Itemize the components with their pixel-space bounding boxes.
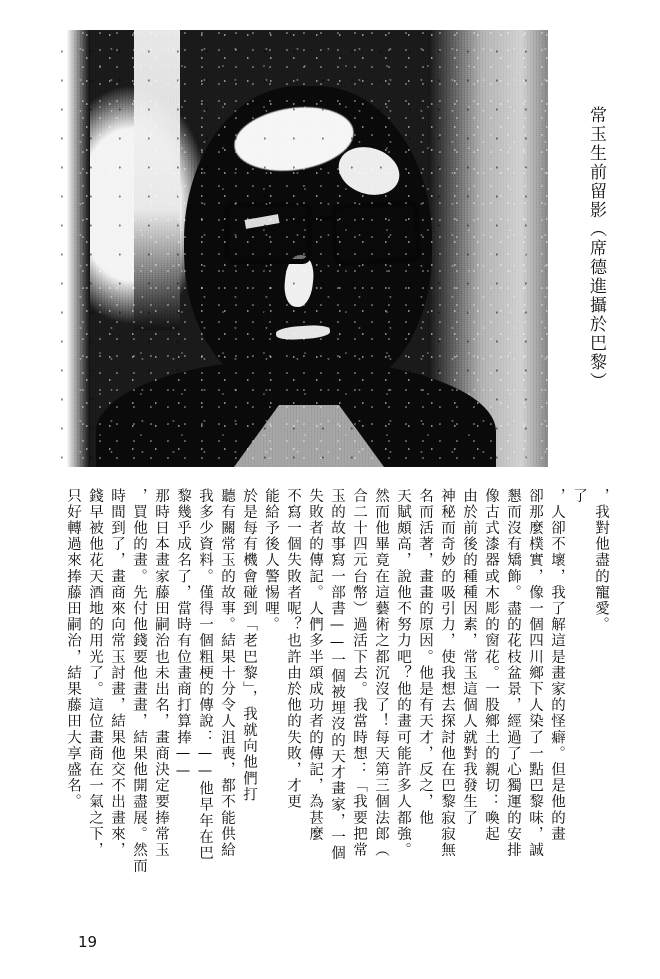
text-column: 了 — [571, 488, 587, 505]
text-column: 不寫一個失敗者呢？也許由於他的失敗，才更 — [285, 488, 301, 810]
text-column: 然而他畢竟在這藝術之都沉沒了！每天第三個法郎（ — [373, 488, 389, 859]
text-column: ，我對他盡的寵愛。 — [593, 488, 609, 633]
text-column: 玉的故事寫一部書——一個被埋沒的天才畫家，一個 — [329, 488, 345, 862]
text-column: 懇而沒有矯飾。盡的花枝盆景，經過了心獨運的安排 — [505, 488, 521, 859]
text-column: 能給予後人警惕哩。 — [263, 488, 279, 633]
photo-caption: 常玉生前留影（席德進攝於巴黎） — [586, 106, 606, 391]
text-column: 由於前後的種種因素，常玉這個人就對我發生了 — [461, 488, 477, 827]
text-column: 像古式漆器或木彫的窗花。一股鄉土的親切：喚起 — [483, 488, 499, 843]
text-column: 時間到了，畫商來向常玉討畫，結果他交不出畫來， — [109, 488, 125, 859]
text-column: 只好轉過來捧藤田嗣治，結果藤田大享盛名。 — [65, 488, 81, 810]
portrait-photograph — [38, 30, 548, 467]
photo-speckle-texture — [38, 30, 548, 467]
text-column: 合二十四元台幣）過活下去。我當時想：「我要把常 — [351, 488, 367, 859]
text-column: 聽有關常玉的故事。結果十分令人沮喪，都不能供給 — [219, 488, 235, 859]
text-column: 失敗者的傳記。人們多半頌成功者的傳記，為甚麼 — [307, 488, 323, 843]
text-column: 黎幾乎成名了，當時有位畫商打算捧—— — [175, 488, 191, 781]
text-column: 那時日本畫家藤田嗣治也未出名，畫商決定要捧常玉 — [153, 488, 169, 859]
text-column: ，人卻不壞，我了解這是畫家的怪癖。但是他的畫 — [549, 488, 565, 843]
text-column: ，買他的畫。先付他錢要他畫畫，結果他開盡展。然而 — [131, 488, 147, 875]
page-number: 19 — [78, 933, 98, 951]
text-column: 錢早被他花天酒地的用光了。這位畫商在一氣之下， — [87, 488, 103, 859]
text-column: 天賦頗高，說他不努力吧？他的畫可能許多人都強。 — [395, 488, 411, 859]
photo-block — [38, 30, 610, 470]
article-body — [46, 488, 612, 910]
text-column: 名而活著，畫畫的原因。他是有天才，反之，他 — [417, 488, 433, 827]
text-column: 卻那麼樸實，像一個四川鄉下人染了一點巴黎味，誠 — [527, 488, 543, 859]
text-column: 神秘而奇妙的吸引力，使我想去探討他在巴黎寂寂無 — [439, 488, 455, 859]
text-column: 於是每有機會碰到「老巴黎」，我就向他們打 — [241, 488, 257, 803]
text-column: 我多少資料。僅得一個粗梗的傳說：——他早年在巴 — [197, 488, 213, 862]
